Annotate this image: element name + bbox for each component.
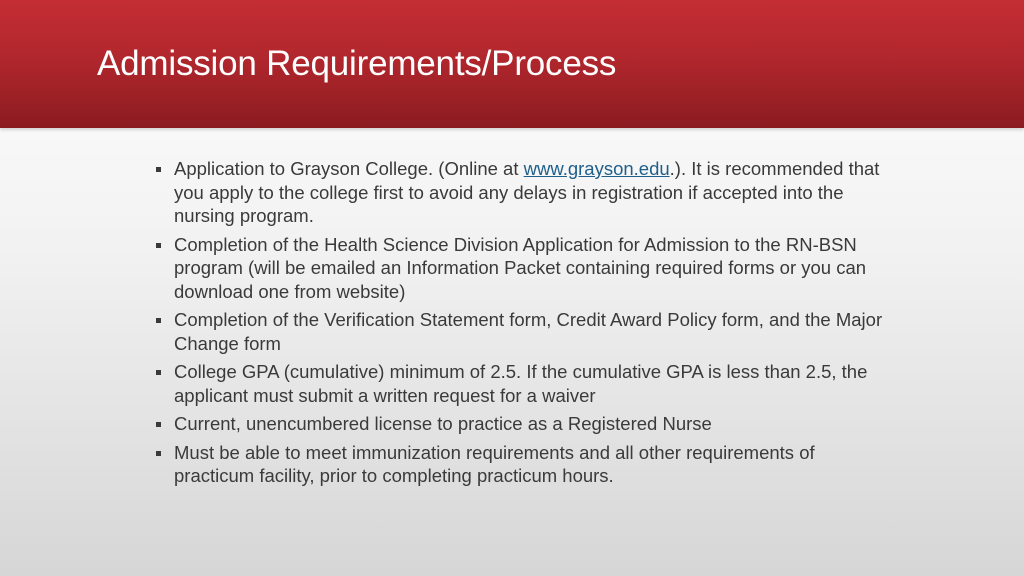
square-bullet-icon — [156, 451, 161, 456]
slide-title: Admission Requirements/Process — [97, 44, 617, 83]
list-item-text: Completion of the Health Science Division Application for Admission to the RN-BSN program (will be emailed an Information Packet containing required forms or you can download one from website) — [174, 233, 867, 302]
title-banner — [0, 0, 1024, 128]
square-bullet-icon — [156, 167, 161, 172]
list-item — [156, 233, 896, 304]
list-item — [156, 360, 896, 407]
list-item-text-end: .). It is recommended that you apply to the college first to avoid any delays in registration if accepted into the nursing program. — [174, 158, 880, 226]
square-bullet-icon — [156, 318, 161, 323]
square-bullet-icon — [156, 243, 161, 248]
list-item-text-start: Application to Grayson College. (Online at — [174, 158, 524, 179]
requirements-list — [156, 157, 896, 488]
list-item-text: College GPA (cumulative) minimum of 2.5. If the cumulative GPA is less than 2.5, the applicant must submit a written request for a waiver — [174, 361, 868, 406]
list-item — [156, 412, 896, 436]
square-bullet-icon — [156, 370, 161, 375]
grayson-website-link[interactable]: www.grayson.edu — [523, 158, 670, 179]
list-item-text: Current, unencumbered license to practice as a Registered Nurse — [174, 413, 712, 434]
list-item-text: Completion of the Verification Statement form, Credit Award Policy form, and the Major Change form — [174, 309, 883, 354]
square-bullet-icon — [156, 422, 161, 427]
list-item — [156, 157, 896, 228]
list-item-text: Must be able to meet immunization requirements and all other requirements of practicum facility, prior to completing practicum hours. — [174, 441, 815, 486]
list-item — [156, 441, 896, 488]
list-item — [156, 308, 896, 355]
slide-body — [156, 157, 896, 493]
